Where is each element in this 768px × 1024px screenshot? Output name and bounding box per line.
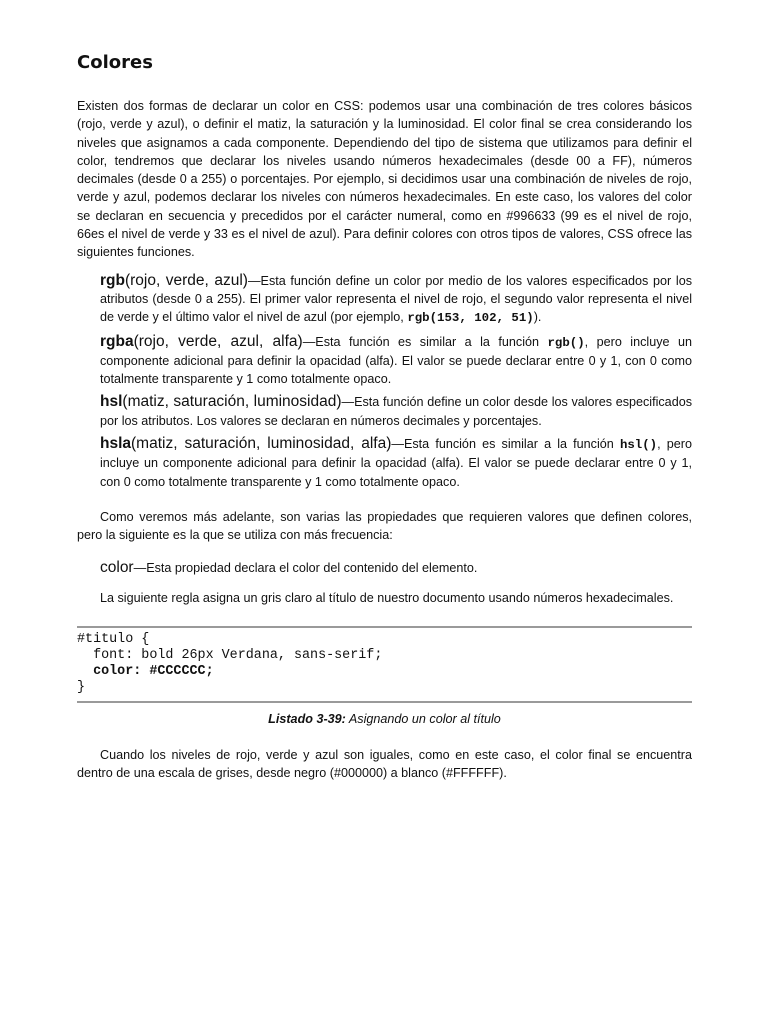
- properties-paragraph: Como veremos más adelante, son varias las propiedades que requieren valores que definen colores, pero la siguiente es la que se utiliza con más frecuencia:: [77, 509, 692, 543]
- definition-rgba: [100, 333, 692, 389]
- function-name: rgb: [100, 271, 125, 289]
- code-line: #titulo {: [77, 632, 150, 648]
- em-dash: —: [247, 273, 261, 288]
- function-definitions: [100, 272, 692, 491]
- function-params: (matiz, saturación, luminosidad): [122, 393, 342, 411]
- definition-color: [100, 559, 692, 577]
- function-name: hsla: [100, 435, 132, 453]
- caption-label: Listado 3-39:: [268, 712, 346, 727]
- definition-text: Esta función es similar a la función: [403, 437, 620, 452]
- final-paragraph: Cuando los niveles de rojo, verde y azul son iguales, como en este caso, el color final se encuentra dentro de una escala de grises, desde negro (#000000) a blanco (#FFFFFF).: [77, 748, 692, 781]
- definition-text: Esta función define un color por medio de los valores especificados por los atributos (desde 0 a 255). El primer valor representa el nivel de rojo, el segundo valor representa el nivel de verde y el último valor el nivel de azul (por ejemplo,: [100, 273, 692, 325]
- rule-paragraph: La siguiente regla asigna un gris claro al título de nuestro documento usando números hexadecimales.: [100, 590, 674, 605]
- em-dash: —: [341, 395, 355, 410]
- inline-code: rgb(): [547, 335, 585, 350]
- code-block: [77, 632, 692, 696]
- intro-paragraph: Existen dos formas de declarar un color en CSS: podemos usar una combinación de tres colores básicos (rojo, verde y azul), o definir el matiz, la saturación y la luminosidad. El color final se crea considerando los niveles que asignamos a cada componente. Dependiendo del tipo de sistema que utilizamos para definir el color, tendremos que declarar los niveles usando números hexadecimales (desde 00 a FF), números decimales (desde 0 a 255) o porcentajes. Por ejemplo, si decidimos usar una combinación de niveles de rojo, verde y azul, podemos declarar los niveles con números hexadecimales. En este caso, los valores del color se declaran en secuencia y precedidos por el carácter numeral, como en #996633 (99 es el nivel de rojo, 66es el nivel de verde y 33 es el nivel de azul). Para definir colores con otros tipos de valores, CSS ofrece las siguientes funciones.: [77, 99, 692, 260]
- em-dash: —: [391, 437, 404, 452]
- em-dash: —: [302, 334, 316, 349]
- function-params: (rojo, verde, azul): [124, 271, 248, 289]
- code-line: font: bold 26px Verdana, sans-serif;: [77, 648, 383, 664]
- inline-code: rgb(153, 102, 51): [407, 311, 534, 326]
- definition-rgb: [100, 272, 692, 328]
- definition-hsl: [100, 393, 692, 430]
- definition-text: , pero incluye un componente adicional para definir la opacidad (alfa). El valor se puede declarar entre 0 y 1, con 0 como totalmente transparente y 1 como totalmente opaco.: [100, 437, 692, 489]
- function-params: (rojo, verde, azul, alfa): [133, 332, 303, 350]
- em-dash: —: [133, 560, 147, 575]
- definition-text: Esta función define un color desde los valores especificados por los atributos. Los valores se declaran en números decimales y porcentajes.: [100, 395, 692, 428]
- document-page: [77, 50, 692, 783]
- function-params: (matiz, saturación, luminosidad, alfa): [131, 435, 392, 453]
- property-name: color: [100, 558, 134, 576]
- definition-text: Esta función es similar a la función: [315, 334, 548, 349]
- definition-text: ).: [533, 310, 542, 325]
- section-heading: Colores: [77, 52, 153, 73]
- function-name: rgba: [100, 332, 134, 350]
- caption-text: Asignando un color al título: [345, 712, 501, 727]
- code-listing: [77, 626, 692, 703]
- inline-code: hsl(): [619, 438, 658, 453]
- code-line: color: #CCCCCC;: [77, 664, 214, 680]
- listing-caption: [77, 710, 692, 728]
- definition-text: , pero incluye un componente adicional para definir la opacidad (alfa). El valor se puede declarar entre 0 y 1, con 0 como totalmente transparente y 1 como totalmente opaco.: [100, 334, 692, 387]
- function-name: hsl: [100, 393, 123, 411]
- definition-text: Esta propiedad declara el color del contenido del elemento.: [146, 560, 478, 575]
- code-line: }: [77, 680, 86, 696]
- definition-hsla: [100, 435, 692, 491]
